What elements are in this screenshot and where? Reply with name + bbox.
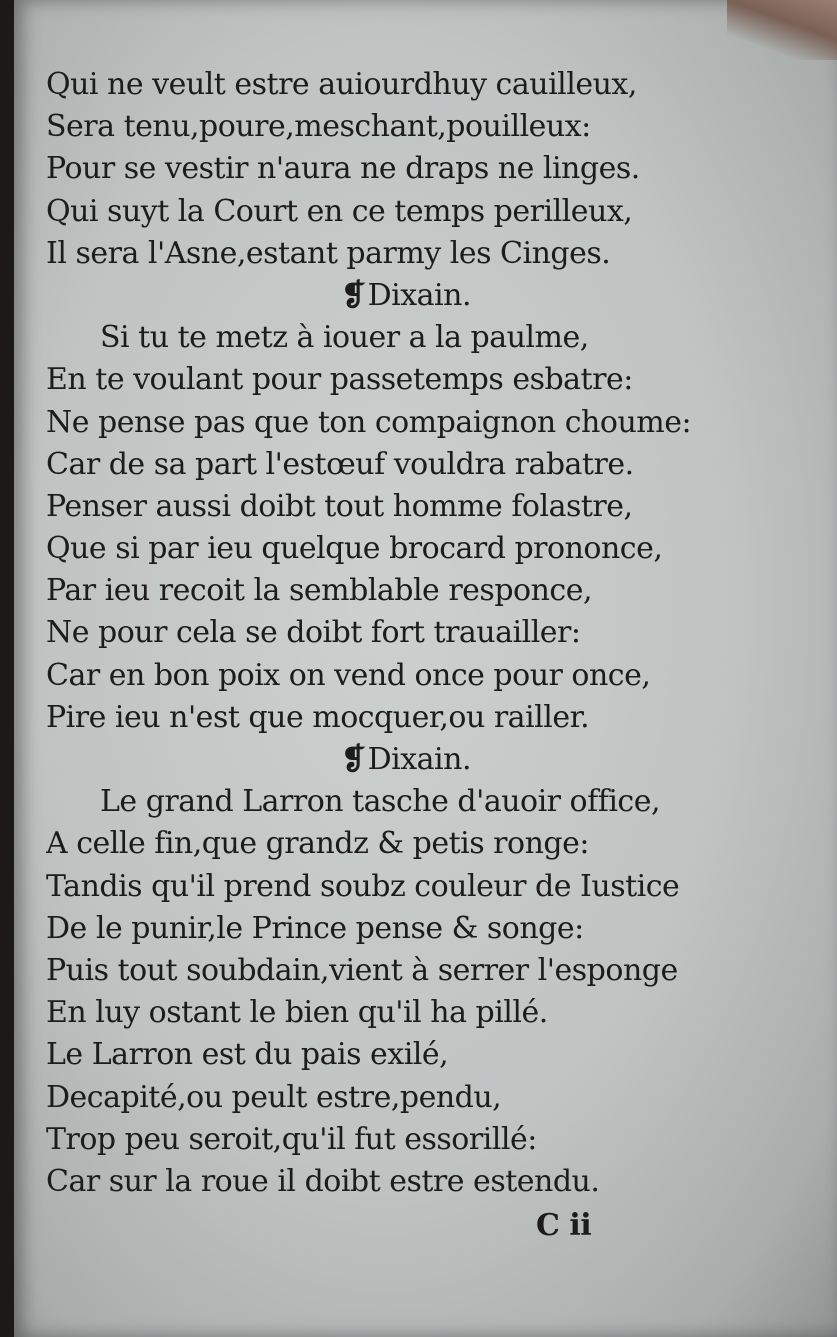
stanza-3 <box>46 781 806 1203</box>
verse-line: Sera tenu,poure,meschant,pouilleux: <box>46 109 591 145</box>
verse-line: Tandis qu'il prend soubz couleur de Iustice <box>46 868 680 904</box>
page-corner-shadow <box>727 0 837 60</box>
page-text <box>46 64 806 1249</box>
signature-mark: C ii <box>536 1208 592 1244</box>
heading-title: Dixain. <box>367 742 472 777</box>
verse-line: En te voulant pour passetemps esbatre: <box>46 362 633 398</box>
verse-line: Que si par ieu quelque brocard prononce, <box>46 531 663 567</box>
verse-line: Pour se vestir n'aura ne draps ne linges. <box>46 151 640 187</box>
verse-line: A celle fin,que grandz & petis ronge: <box>46 826 589 862</box>
pilcrow-icon: ❡ <box>340 277 366 313</box>
verse-line: Decapité,ou peult estre,pendu, <box>46 1079 502 1115</box>
verse-line: De le punir,le Prince pense & songe: <box>46 910 584 946</box>
verse-line: En luy ostant le bien qu'il ha pillé. <box>46 995 548 1031</box>
stanza-1 <box>46 64 806 275</box>
dixain-heading <box>46 739 806 781</box>
verse-line: Qui suyt la Court en ce temps perilleux, <box>46 193 633 229</box>
heading-title: Dixain. <box>367 277 472 313</box>
verse-line: Par ieu recoit la semblable responce, <box>46 573 593 609</box>
verse-line: Penser aussi doibt tout homme folastre, <box>46 488 633 524</box>
verse-line: Puis tout soubdain,vient à serrer l'esponge <box>46 952 678 988</box>
verse-line: Car en bon poix on vend once pour once, <box>46 657 651 693</box>
verse-line: Car de sa part l'estœuf vouldra rabatre. <box>46 446 634 482</box>
verse-line: Trop peu seroit,qu'il fut essorillé: <box>46 1121 537 1157</box>
verse-line: Il sera l'Asne,estant parmy les Cinges. <box>46 235 611 271</box>
stanza-2 <box>46 317 806 739</box>
verse-line: Le grand Larron tasche d'auoir office, <box>100 784 661 820</box>
dixain-heading <box>46 275 806 317</box>
verse-line: Qui ne veult estre auiourdhuy cauilleux, <box>46 67 637 102</box>
verse-line: Ne pour cela se doibt fort trauailler: <box>46 615 581 651</box>
book-page <box>14 0 837 1337</box>
verse-line: Le Larron est du pais exilé, <box>46 1037 449 1073</box>
verse-line: Pire ieu n'est que mocquer,ou railler. <box>46 699 590 735</box>
verse-line: Ne pense pas que ton compaignon choume: <box>46 404 692 440</box>
verse-line: Si tu te metz à iouer a la paulme, <box>100 320 589 356</box>
pilcrow-icon: ❡ <box>340 742 366 777</box>
verse-line: Car sur la roue il doibt estre estendu. <box>46 1163 600 1199</box>
